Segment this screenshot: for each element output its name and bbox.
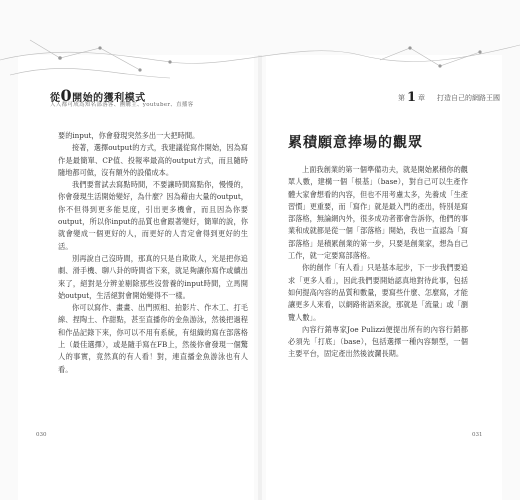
chapter-title: 打造自己的網路王國 bbox=[437, 93, 501, 102]
page-number-left: 030 bbox=[36, 432, 47, 438]
book-title-zero: 0 bbox=[60, 86, 73, 105]
book-title-prefix: 從 bbox=[50, 93, 61, 104]
chapter-header bbox=[398, 90, 500, 105]
paragraph: 上面我創業的第一個準備功夫，就是開始累積你的觀眾人數，建構一個「根基」（base），對自己可以生產作體大家會想看的內容，但也不用考慮太多，先養成「生產習慣」更重要，而「寫作」就是最入門的產出，特別是寫部落格，無論網內外，很多成功者都會告訴你，他們的事業和成就都是從一個「部落格」開始，我也一直認為「寫部落格」是積累創業的第一步，只要是創業家，想為自己工作，就一定要寫部落格。 bbox=[288, 165, 468, 261]
paragraph: 別再說自己沒時間，那真的只是自欺欺人，光是把你追劇、滑手機、聊八卦的時間省下來，就足夠讓你寫作或續出來了，絕對是分辨並剔除那些沒營養的input時間，立馬開始output，生活絕對會開始變得不一樣。 bbox=[58, 253, 248, 300]
chapter-label-before: 第 bbox=[398, 93, 405, 102]
paragraph: 我們要嘗試去寫點時間，不要讓時間寫點你，慢慢的，你會發現生活開始變好，為什麼？因為藉由大量的output，你不但得到更多能見度，引出更多機會，而且因為你要output，所以你input的品質也會跟著變好，簡單的說，你就會變成一個更好的人，而更好的人肯定會得到更好的生活。 bbox=[58, 180, 248, 251]
chapter-number: 1 bbox=[407, 90, 417, 105]
chapter-label-after: 章 bbox=[418, 93, 426, 102]
page-number-right: 031 bbox=[472, 432, 483, 438]
book-title-suffix: 開始的獲利模式 bbox=[72, 93, 146, 104]
left-body-text bbox=[58, 130, 248, 376]
section-title: 累積願意捧場的觀眾 bbox=[288, 135, 423, 151]
paragraph: 接著，選擇output的方式，我建議從寫作開始，因為寫作是最簡單、CP值、投報率最高的output方式，而且隨時隨地都可做，沒有額外的設備成本。 bbox=[58, 143, 248, 177]
paragraph: 你的創作「有人看」只是基本起步，下一步我們要追求「更多人看」，因此我們要開始認真地對待此事，包括如何提高內容的品質和數量，要寫些什麼、怎麼寫，才能讓更多人來看，以網路術語來說，那就是「流量」或「瀏覽人數」。 bbox=[288, 263, 468, 322]
right-body-text bbox=[288, 164, 468, 361]
book-gutter bbox=[258, 55, 262, 500]
paragraph: 內容行銷專家Joe Pulizzi便提出所有的內容行銷都必須先「打底」（base），包括選擇一種內容類型，一個主要平台，固定產出然後波瀾長期。 bbox=[288, 324, 468, 359]
book-subtitle: 人人都可成為知名部落客、團購主、youtuber、直播客 bbox=[50, 102, 194, 108]
paragraph: 你可以寫作、畫畫、出門照相、拍影片、作木工、打毛線、捏陶土、作甜點，甚至直播你的金魚游泳，然後把過程和作品記錄下來，你可以不用有系統，有組織的寫在部落格上（最佳選擇），或是隨手寫在FB上，然後你會發現一個驚人的事實，竟然真的有人看！對，連直播金魚游泳也有人看。 bbox=[58, 303, 248, 374]
paragraph: 要的input，你會發現突然多出一大把時間。 bbox=[58, 131, 200, 140]
